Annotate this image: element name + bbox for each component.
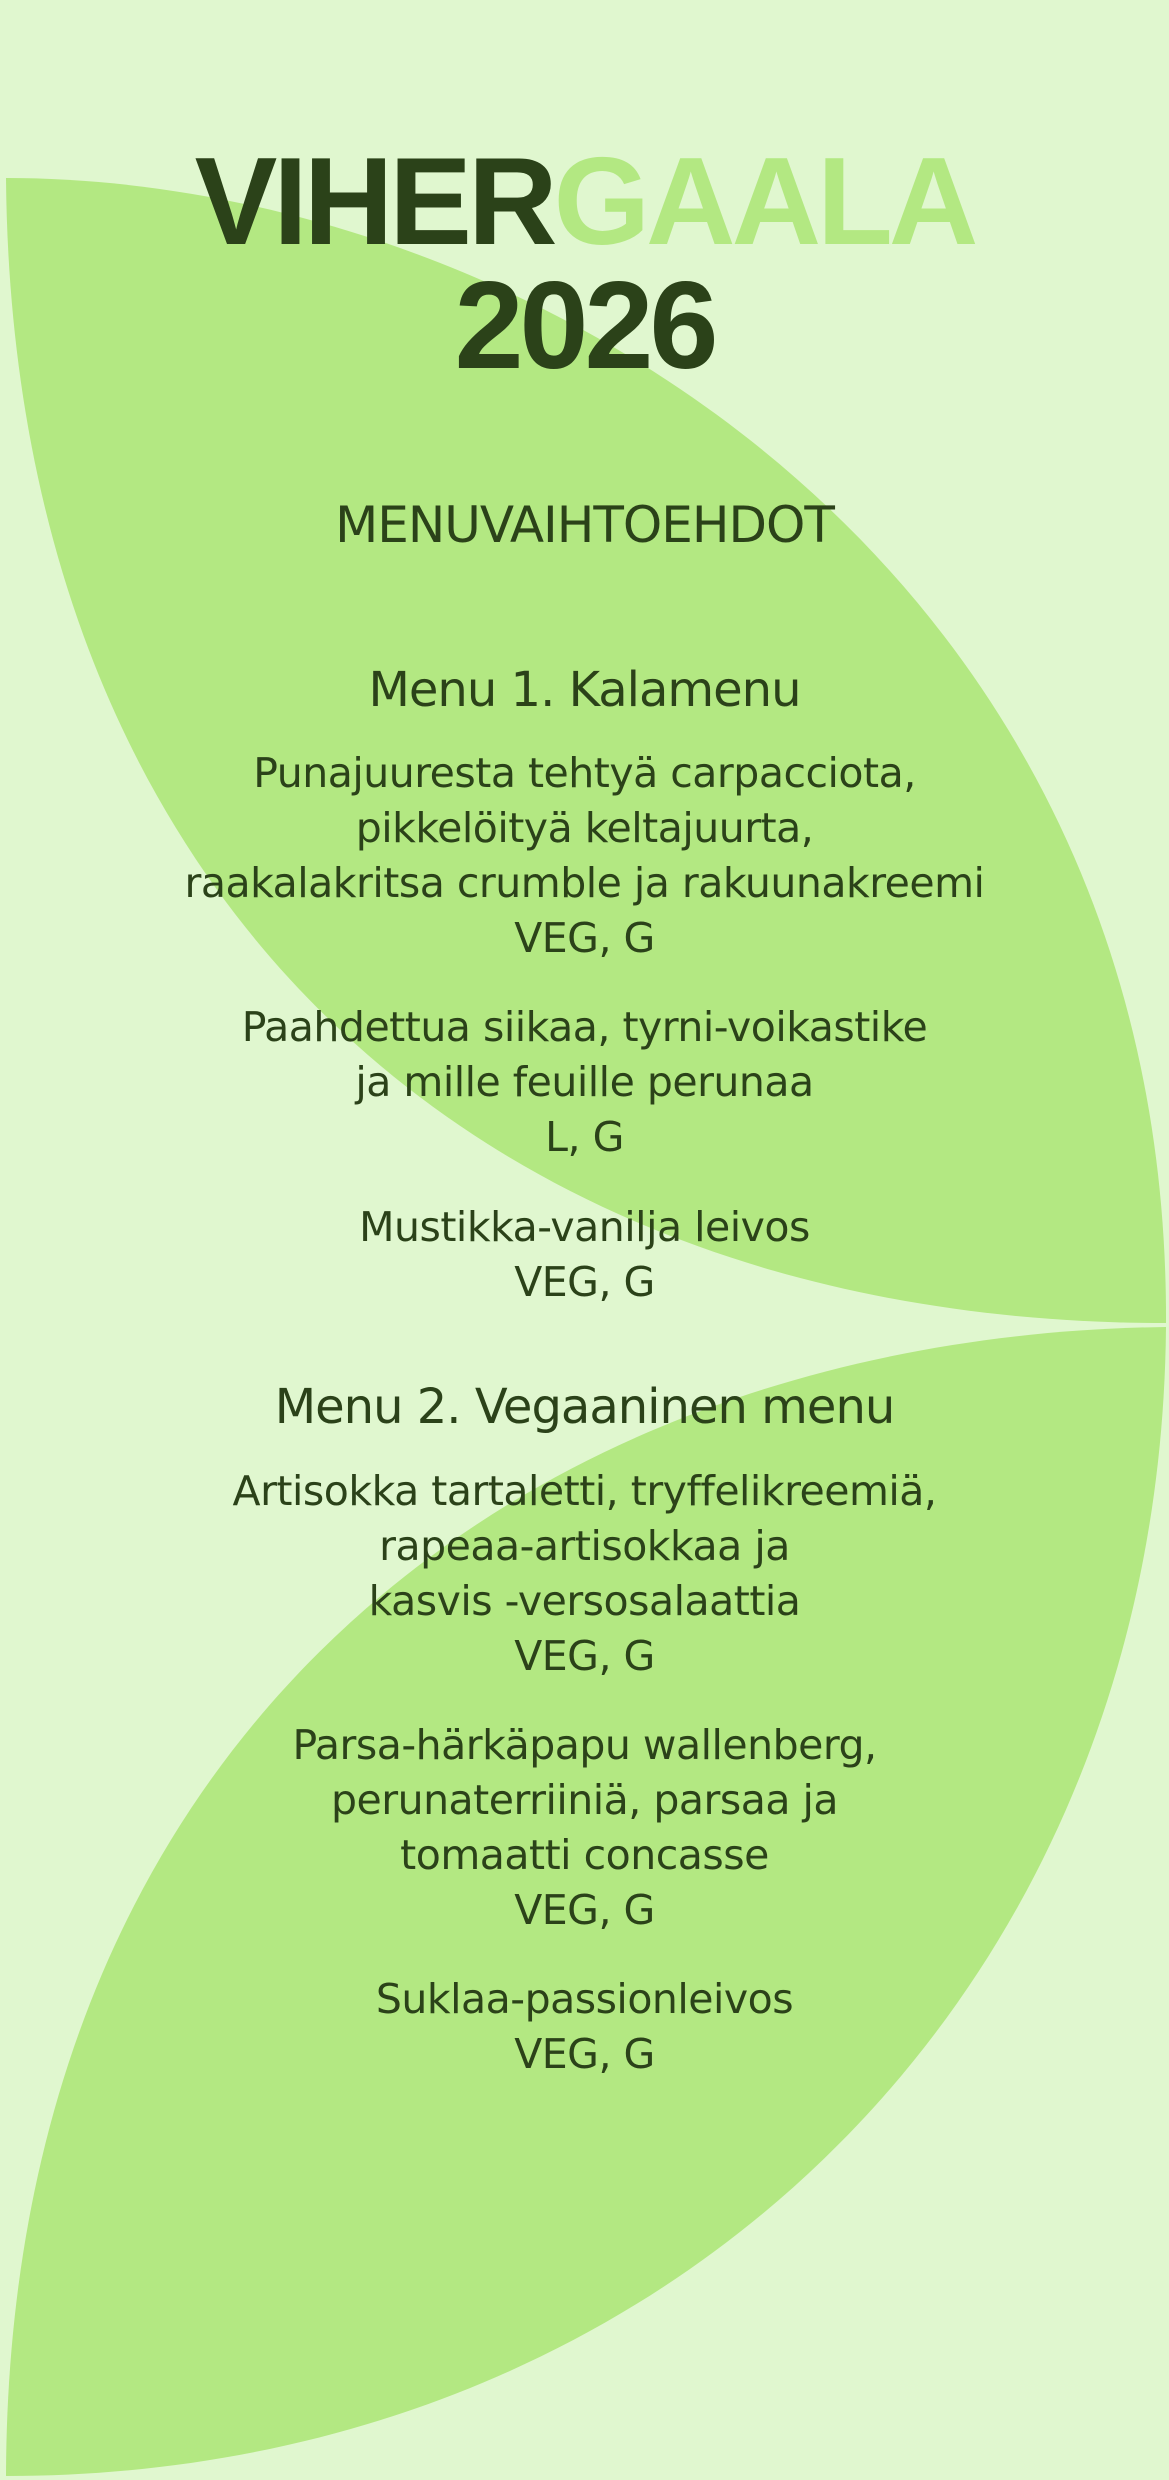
menu-1-heading: Menu 1. Kalamenu xyxy=(368,662,801,718)
dish-line: Mustikka-vanilja leivos xyxy=(359,1203,810,1251)
diet-tags: VEG, G xyxy=(514,1886,655,1934)
dish-line: raakalakritsa crumble ja rakuunakreemi xyxy=(184,859,985,907)
event-title-part2: GAALA xyxy=(553,133,975,271)
dish-line: Punajuuresta tehtyä carpacciota, xyxy=(253,749,916,797)
menu-2-dessert xyxy=(0,1972,1169,2082)
menu-2-heading: Menu 2. Vegaaninen menu xyxy=(274,1379,895,1435)
dish-line: Artisokka tartaletti, tryffelikreemiä, xyxy=(232,1467,937,1515)
menu-1-dessert xyxy=(0,1200,1169,1310)
dish-line: pikkelöityä keltajuurta, xyxy=(355,804,814,852)
dish-line: perunaterriiniä, parsaa ja xyxy=(330,1776,838,1824)
dish-line: ja mille feuille perunaa xyxy=(355,1058,814,1106)
dish-line: kasvis -versosalaattia xyxy=(368,1577,801,1625)
diet-tags: L, G xyxy=(545,1113,624,1161)
dish-line: Suklaa-passionleivos xyxy=(375,1975,794,2023)
dish-line: tomaatti concasse xyxy=(400,1831,769,1879)
menu-1-main xyxy=(0,1000,1169,1165)
dish-line: Parsa-härkäpapu wallenberg, xyxy=(292,1721,877,1769)
dish-line: rapeaa-artisokkaa ja xyxy=(379,1522,790,1570)
dish-line: Paahdettua siikaa, tyrni-voikastike xyxy=(241,1003,928,1051)
diet-tags: VEG, G xyxy=(514,1632,655,1680)
event-title xyxy=(0,133,1169,271)
event-year: 2026 xyxy=(454,257,715,395)
diet-tags: VEG, G xyxy=(514,914,655,962)
diet-tags: VEG, G xyxy=(514,1258,655,1306)
menu-1-starter xyxy=(0,746,1169,966)
diet-tags: VEG, G xyxy=(514,2030,655,2078)
menu-2-main xyxy=(0,1718,1169,1938)
menu-2-starter xyxy=(0,1464,1169,1684)
menu-options-heading: MENUVAIHTOEHDOT xyxy=(335,496,834,554)
event-title-part1: VIHER xyxy=(194,133,554,271)
